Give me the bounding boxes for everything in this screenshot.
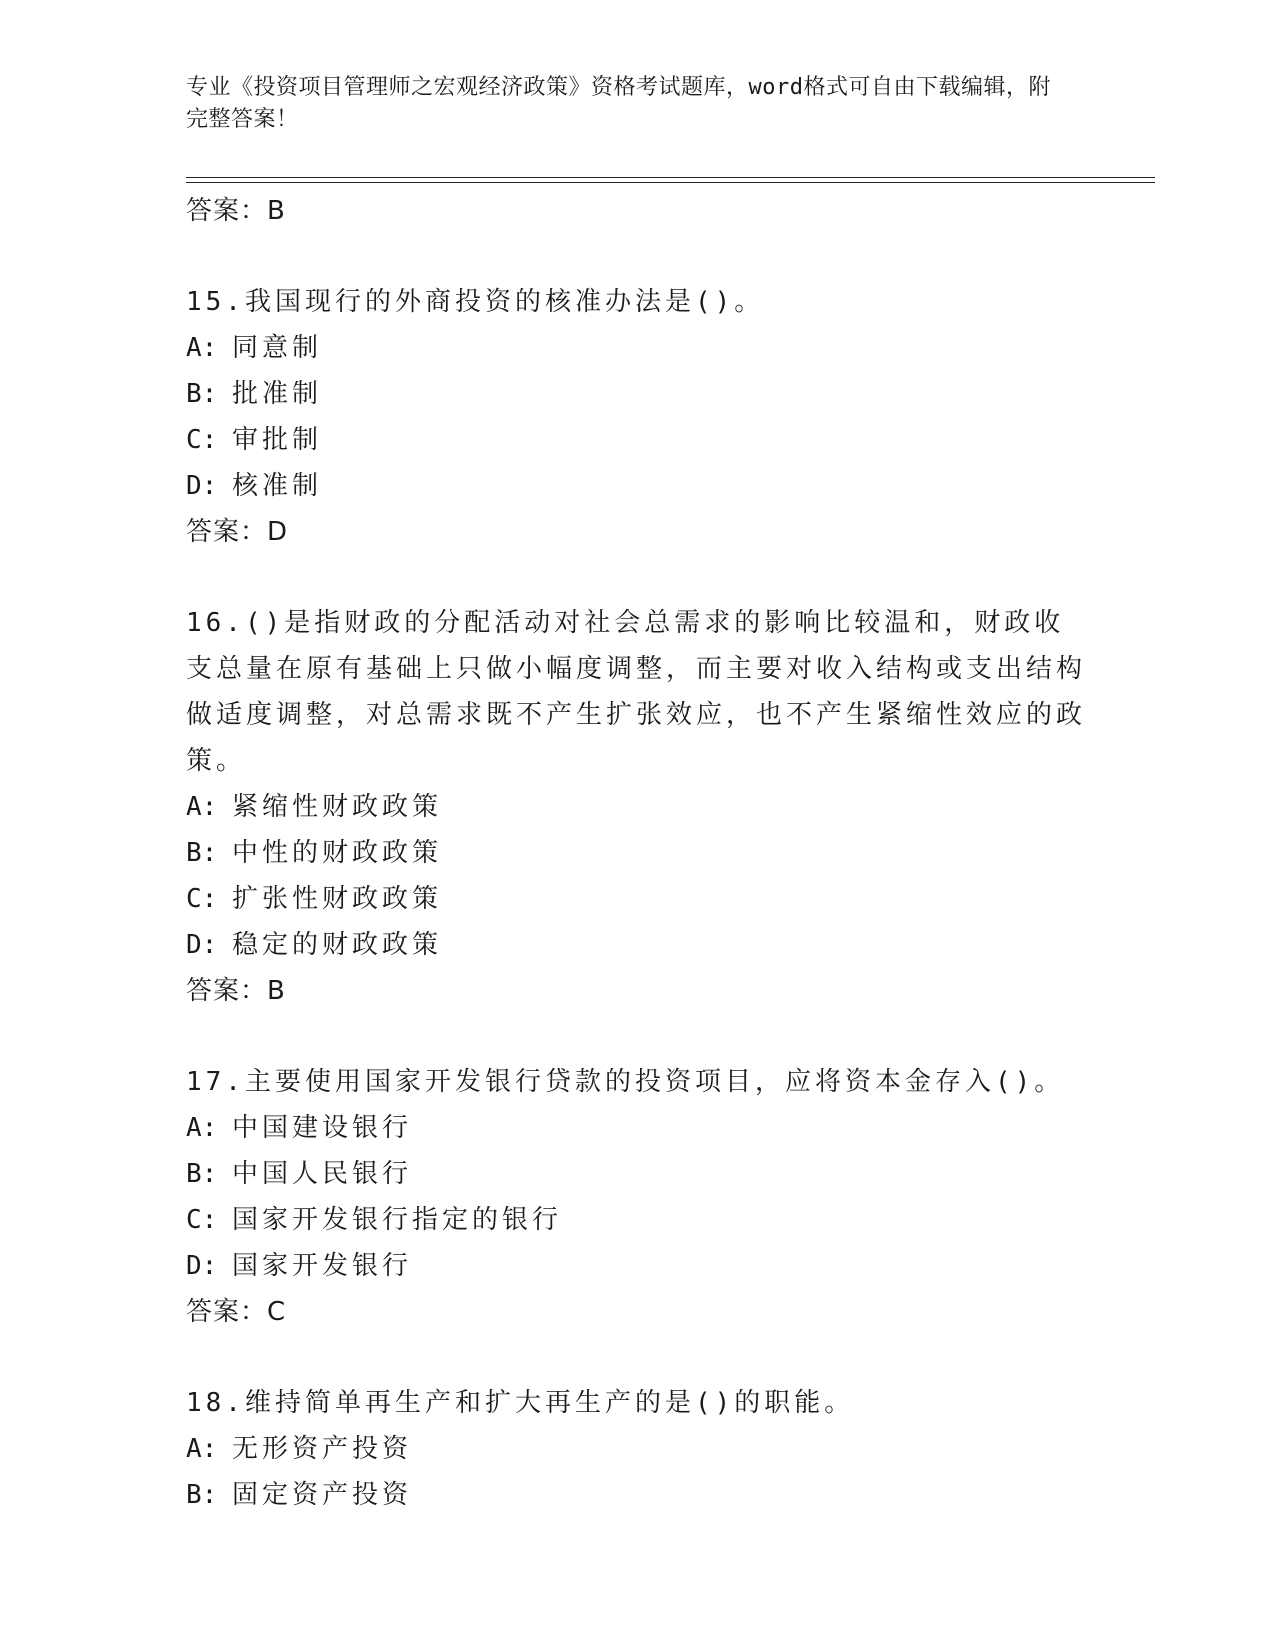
option-line [186, 1426, 1086, 1472]
question-list [186, 188, 1086, 1518]
option-label: B: [186, 1480, 218, 1510]
question-stem: 18.维持简单再生产和扩大再生产的是()的职能。 [186, 1388, 855, 1418]
question-block [186, 600, 1086, 1014]
option-line [186, 830, 1086, 876]
spacer [186, 1335, 1086, 1380]
option-label: A: [186, 792, 218, 822]
spacer [186, 555, 1086, 600]
option-label: D: [186, 930, 218, 960]
question-block [186, 1380, 1086, 1518]
option-label: C: [186, 884, 218, 914]
option-text: 国家开发银行指定的银行 [232, 1205, 563, 1235]
option-text: 中国建设银行 [232, 1113, 413, 1143]
option-line [186, 1197, 1086, 1243]
header-rule-top [186, 177, 1155, 178]
question-block [186, 1059, 1086, 1335]
answer-line: 答案：D [186, 517, 289, 547]
question-stem: 15.我国现行的外商投资的核准办法是()。 [186, 287, 765, 317]
answer-line: 答案：C [186, 1297, 287, 1327]
option-line [186, 1151, 1086, 1197]
option-text: 中性的财政政策 [232, 838, 443, 868]
option-label: A: [186, 1434, 218, 1464]
option-text: 同意制 [232, 333, 323, 363]
option-line [186, 876, 1086, 922]
option-label: B: [186, 1159, 218, 1189]
option-text: 核准制 [232, 471, 323, 501]
option-label: B: [186, 379, 218, 409]
option-line [186, 463, 1086, 509]
option-line [186, 1105, 1086, 1151]
option-text: 国家开发银行 [232, 1251, 413, 1281]
answer-line: 答案：B [186, 196, 286, 226]
spacer [186, 1014, 1086, 1059]
option-label: A: [186, 333, 218, 363]
option-label: D: [186, 1251, 218, 1281]
option-line [186, 784, 1086, 830]
option-label: B: [186, 838, 218, 868]
option-text: 审批制 [232, 425, 323, 455]
option-text: 扩张性财政政策 [232, 884, 443, 914]
option-text: 紧缩性财政政策 [232, 792, 443, 822]
option-line [186, 417, 1086, 463]
option-text: 稳定的财政政策 [232, 930, 443, 960]
header-rule-bottom [186, 182, 1155, 183]
option-line [186, 1243, 1086, 1289]
option-text: 无形资产投资 [232, 1434, 413, 1464]
option-line [186, 922, 1086, 968]
option-line [186, 1472, 1086, 1518]
spacer [186, 234, 1086, 279]
option-line [186, 325, 1086, 371]
option-label: A: [186, 1113, 218, 1143]
answer-line: 答案：B [186, 976, 286, 1006]
question-stem: 16.()是指财政的分配活动对社会总需求的影响比较温和，财政收支总量在原有基础上只做小幅度调整，而主要对收入结构或支出结构做适度调整，对总需求既不产生扩张效应，也不产生紧缩性效应的政策。 [186, 608, 1087, 776]
document-header: 专业《投资项目管理师之宏观经济政策》资格考试题库，word格式可自由下载编辑，附完整答案！ [186, 75, 1051, 132]
option-label: C: [186, 1205, 218, 1235]
question-block [186, 279, 1086, 555]
option-text: 中国人民银行 [232, 1159, 413, 1189]
option-label: C: [186, 425, 218, 455]
option-text: 批准制 [232, 379, 323, 409]
option-text: 固定资产投资 [232, 1480, 413, 1510]
option-label: D: [186, 471, 218, 501]
question-stem: 17.主要使用国家开发银行贷款的投资项目，应将资本金存入()。 [186, 1067, 1065, 1097]
option-line [186, 371, 1086, 417]
